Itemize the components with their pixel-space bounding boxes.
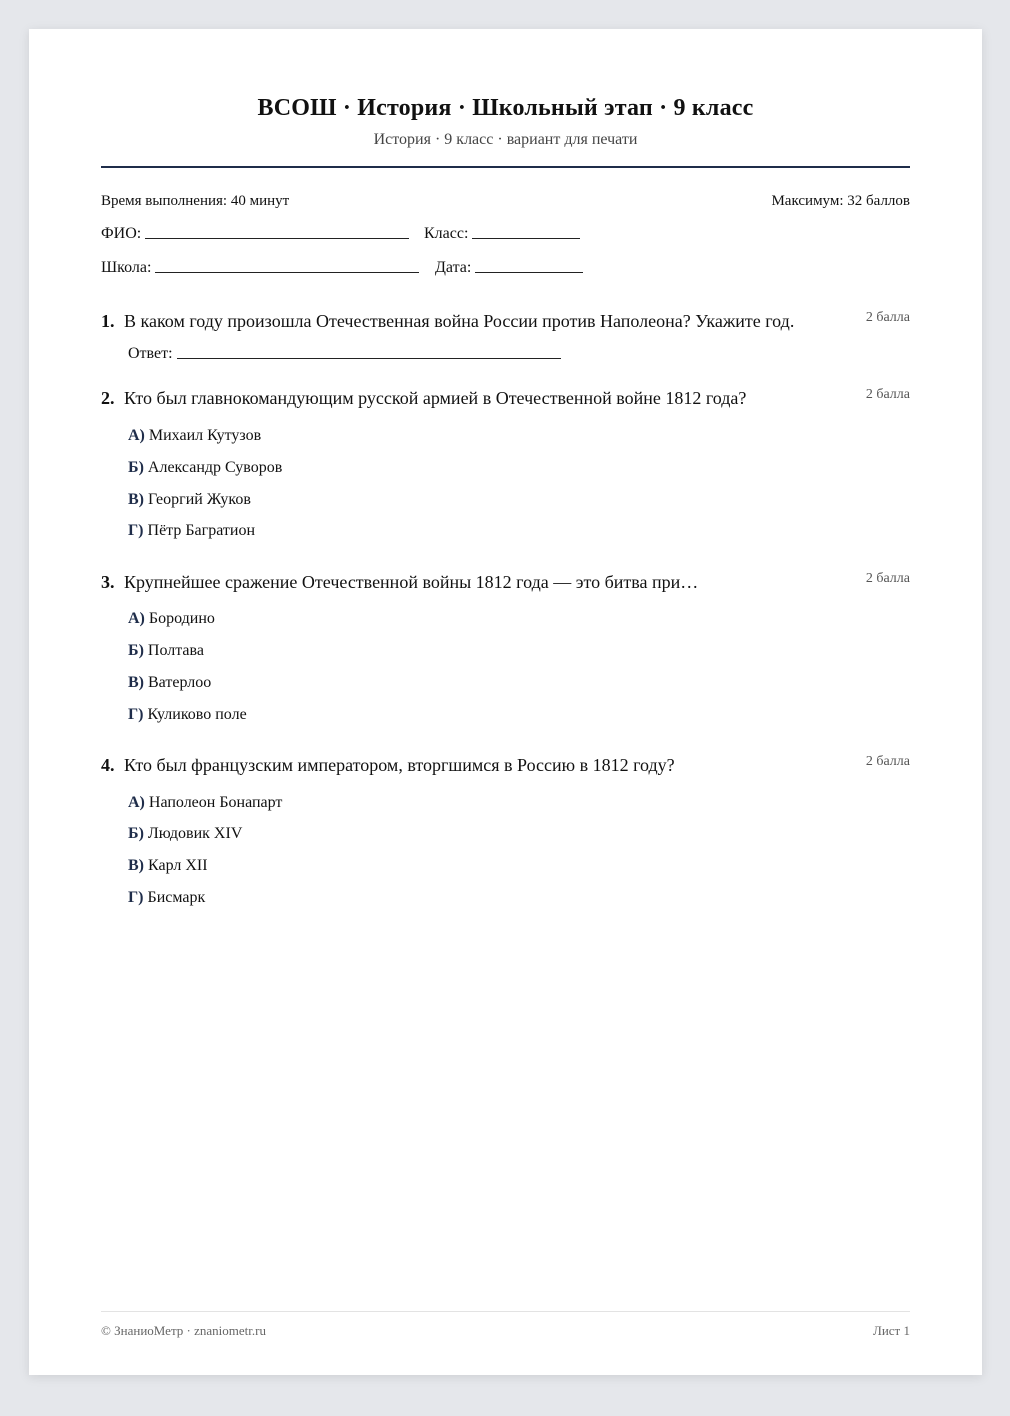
question-2 bbox=[101, 387, 910, 539]
option-letter: Г) bbox=[128, 706, 144, 723]
option-letter: Б) bbox=[128, 642, 144, 659]
option-b[interactable] bbox=[128, 642, 204, 660]
time-limit: Время выполнения: 40 минут bbox=[101, 193, 290, 209]
option-text: Людовик XIV bbox=[147, 825, 243, 842]
school-field bbox=[101, 259, 419, 277]
question-points: 2 балла bbox=[865, 754, 910, 769]
question-text: Кто был главнокомандующим русской армией в Отечественной войне 1812 года? bbox=[124, 388, 747, 408]
question-number: 4. bbox=[101, 755, 115, 775]
option-letter: В) bbox=[128, 674, 144, 691]
option-letter: В) bbox=[128, 857, 144, 874]
question-points: 2 балла bbox=[865, 310, 910, 325]
option-letter: Г) bbox=[128, 889, 144, 906]
question-text: Крупнейшее сражение Отечественной войны 1812 года — это битва при… bbox=[124, 572, 699, 592]
question-number: 2. bbox=[101, 388, 115, 408]
option-text: Александр Суворов bbox=[147, 459, 283, 476]
footer-divider bbox=[101, 1311, 910, 1312]
question-text: Кто был французским императором, вторгшимся в Россию в 1812 году? bbox=[124, 755, 675, 775]
option-text: Полтава bbox=[147, 642, 204, 659]
option-g[interactable] bbox=[128, 706, 247, 724]
option-text: Карл XII bbox=[148, 857, 208, 874]
question-1 bbox=[101, 310, 910, 362]
question-points: 2 балла bbox=[865, 387, 910, 402]
option-letter: Б) bbox=[128, 459, 144, 476]
option-text: Пётр Багратион bbox=[147, 522, 256, 539]
option-a[interactable] bbox=[128, 610, 215, 628]
footer-page-number: Лист 1 bbox=[873, 1323, 910, 1338]
answer-label: Ответ: bbox=[128, 345, 173, 362]
question-points: 2 балла bbox=[865, 571, 910, 586]
option-letter: Б) bbox=[128, 825, 144, 842]
option-text: Бисмарк bbox=[147, 889, 206, 906]
option-v[interactable] bbox=[128, 674, 211, 692]
question-header bbox=[101, 571, 910, 593]
option-a[interactable] bbox=[128, 427, 261, 445]
school-line bbox=[155, 272, 419, 273]
option-letter: Г) bbox=[128, 522, 144, 539]
option-v[interactable] bbox=[128, 857, 208, 875]
question-3 bbox=[101, 571, 910, 723]
option-g[interactable] bbox=[128, 522, 255, 540]
answer-field bbox=[128, 345, 561, 363]
option-b[interactable] bbox=[128, 825, 242, 843]
option-letter: А) bbox=[128, 794, 145, 811]
header-divider bbox=[101, 166, 910, 168]
fio-line bbox=[145, 238, 409, 239]
max-score: Максимум: 32 баллов bbox=[771, 193, 910, 209]
answer-line bbox=[177, 358, 561, 359]
date-line bbox=[475, 272, 583, 273]
question-number: 1. bbox=[101, 311, 115, 331]
option-text: Куликово поле bbox=[147, 706, 247, 723]
option-text: Георгий Жуков bbox=[148, 491, 251, 508]
class-line bbox=[472, 238, 580, 239]
option-letter: В) bbox=[128, 491, 144, 508]
option-a[interactable] bbox=[128, 794, 282, 812]
option-letter: А) bbox=[128, 610, 145, 627]
fio-label: ФИО: bbox=[101, 225, 142, 242]
class-label: Класс: bbox=[424, 225, 469, 242]
question-header bbox=[101, 387, 910, 409]
option-text: Бородино bbox=[148, 610, 215, 627]
footer-copyright: © ЗнаниоМетр · znaniometr.ru bbox=[101, 1323, 266, 1338]
class-field bbox=[424, 225, 580, 243]
option-b[interactable] bbox=[128, 459, 282, 477]
option-text: Ватерлоо bbox=[148, 674, 212, 691]
date-field bbox=[435, 259, 583, 277]
question-number: 3. bbox=[101, 572, 115, 592]
question-text: В каком году произошла Отечественная война России против Наполеона? Укажите год. bbox=[124, 311, 795, 331]
option-text: Наполеон Бонапарт bbox=[148, 794, 283, 811]
option-letter: А) bbox=[128, 427, 145, 444]
option-v[interactable] bbox=[128, 491, 251, 509]
print-sheet bbox=[29, 29, 982, 1375]
option-g[interactable] bbox=[128, 889, 205, 907]
school-label: Школа: bbox=[101, 259, 152, 276]
question-header bbox=[101, 754, 910, 776]
page-subtitle: История · 9 класс · вариант для печати bbox=[373, 131, 638, 148]
fio-field bbox=[101, 225, 409, 243]
question-header bbox=[101, 310, 910, 332]
page-title: ВСОШ · История · Школьный этап · 9 класс bbox=[257, 95, 754, 121]
question-4 bbox=[101, 754, 910, 906]
date-label: Дата: bbox=[435, 259, 472, 276]
option-text: Михаил Кутузов bbox=[148, 427, 262, 444]
